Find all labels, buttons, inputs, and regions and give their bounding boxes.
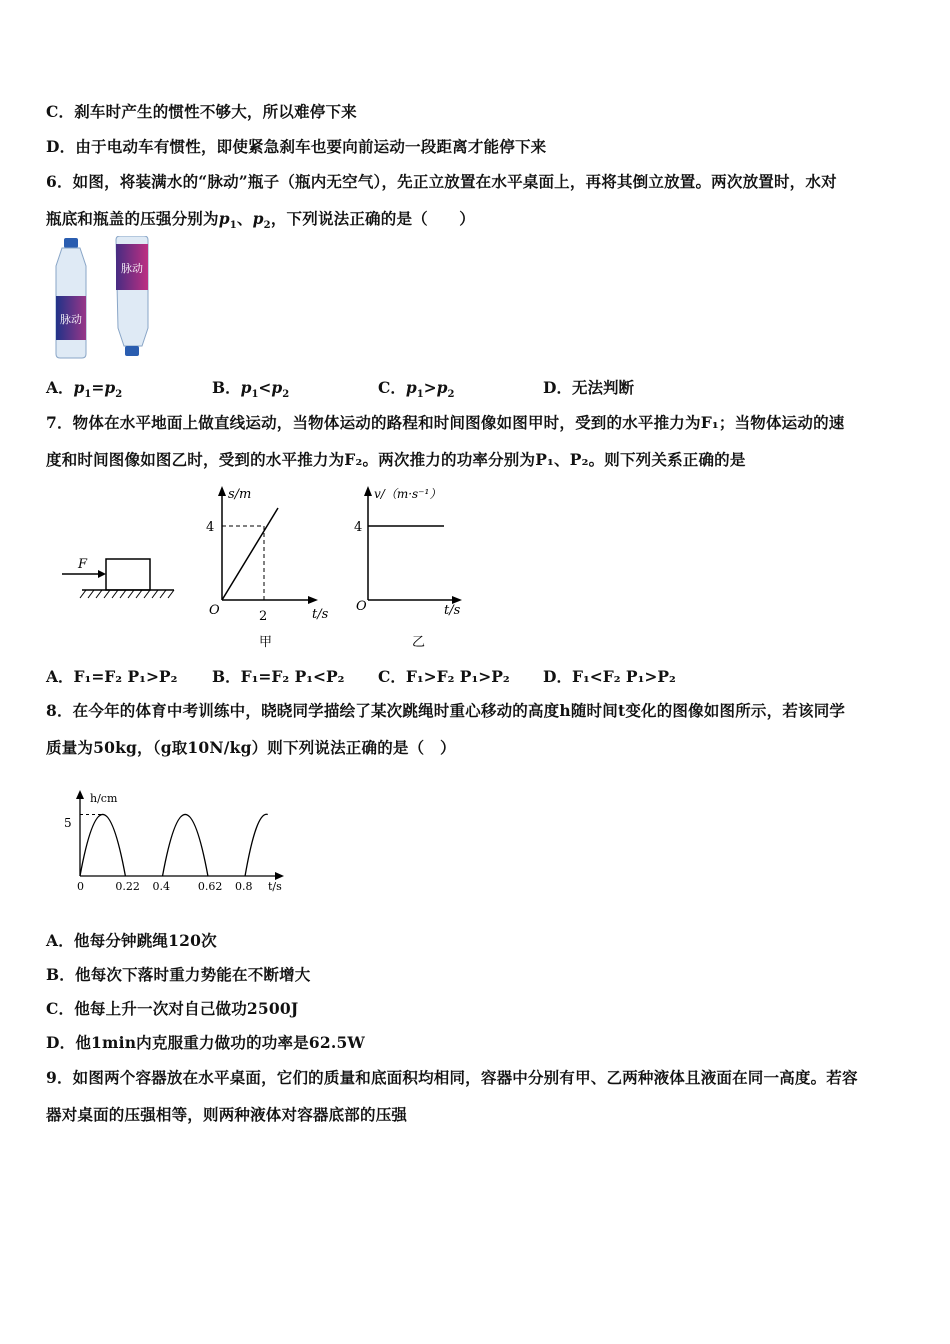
svg-text:4: 4 [206,520,215,535]
q7-option-b: B．F₁=F₂ P₁<P₂ [212,667,345,686]
q5-option-d: D．由于电动车有惯性，即使紧急刹车也要向前运动一段距离才能停下来 [46,137,547,156]
q8-option-d: D．他1min内克服重力做功的功率是62.5W [46,1033,366,1052]
x-tick-label: 0.4 [152,880,171,893]
graph-jia [206,486,329,650]
svg-text:v/（m·s⁻¹）: v/（m·s⁻¹） [374,487,442,501]
x-axis-label: t/s [268,880,282,893]
q6-stem-line1: 6．如图，将装满水的“脉动”瓶子（瓶内无空气），先正立放置在水平桌面上，再将其倒立放置。两次放置时，水对 [46,172,837,191]
svg-text:s/m: s/m [228,487,252,502]
bottles-figure [48,236,158,361]
svg-text:甲: 甲 [259,635,273,650]
force-arrow-icon [98,570,106,578]
x-tick-label: 0.8 [235,880,253,893]
q8-height-time-chart [56,786,296,898]
jump-arc-3 [245,814,268,876]
svg-text:O: O [356,599,367,614]
svg-text:t/s: t/s [444,603,461,618]
upright-bottle-icon [56,238,86,358]
x-tick-label: 0 [77,880,84,893]
y-axis-arrow-icon [76,790,84,799]
q5-option-c: C．刹车时产生的惯性不够大，所以难停下来 [46,102,357,121]
q8-option-b: B．他每次下落时重力势能在不断增大 [46,965,311,984]
svg-text:乙: 乙 [412,635,426,650]
y-axis-label: h/cm [90,792,118,805]
x-tick-label: 0.62 [197,880,223,893]
q9-stem-line1: 9．如图两个容器放在水平桌面，它们的质量和底面积均相同，容器中分别有甲、乙两种液体且液面在同一高度。若容 [46,1068,858,1087]
jump-arc-2 [163,814,208,876]
q7-option-c: C．F₁>F₂ P₁>P₂ [378,667,510,686]
q8-option-c: C．他每上升一次对自己做功2500J [46,999,299,1018]
q6-stem-line2: 瓶底和瓶盖的压强分别为$p_1$、$p_2$，下列说法正确的是（ ） [46,209,475,232]
svg-text:脉动: 脉动 [60,313,82,326]
q7-stem-line2: 度和时间图像如图乙时，受到的水平推力为F₂。两次推力的功率分别为P₁、P₂。则下列关系正确的是 [46,450,746,469]
q6-option-c: C．$p_1>p_2$ [378,378,455,401]
q6-option-d: D．无法判断 [543,378,634,397]
jump-arc-1 [80,814,125,876]
q8-stem-line2: 质量为50kg，（g取10N/kg）则下列说法正确的是（ ） [46,738,456,757]
y-tick-label: 5 [64,816,72,830]
q7-option-a: A．F₁=F₂ P₁>P₂ [46,667,178,686]
svg-text:脉动: 脉动 [121,262,143,275]
svg-text:t/s: t/s [312,607,329,622]
q6-option-b: B．$p_1<p_2$ [212,378,290,401]
q8-option-a: A．他每分钟跳绳120次 [46,931,217,950]
q9-stem-line2: 器对桌面的压强相等，则两种液体对容器底部的压强 [46,1105,408,1124]
q7-stem-line1: 7．物体在水平地面上做直线运动，当物体运动的路程和时间图像如图甲时，受到的水平推力为F₁；当物体运动的速 [46,413,845,432]
x-tick-label: 0.22 [115,880,140,893]
svg-text:O: O [209,603,220,618]
jia-line [222,508,278,600]
svg-text:4: 4 [354,520,363,535]
pushed-block-diagram [62,557,174,598]
q7-figure [56,478,476,653]
q7-option-d: D．F₁<F₂ P₁>P₂ [543,667,676,686]
svg-text:2: 2 [259,609,268,624]
inverted-bottle-icon [116,236,148,356]
svg-text:F: F [78,557,88,572]
x-axis-arrow-icon [275,872,284,880]
q8-stem-line1: 8．在今年的体育中考训练中，晓晓同学描绘了某次跳绳时重心移动的高度h随时间t变化的图像如图所示，若该同学 [46,701,846,720]
graph-yi [354,486,462,650]
q6-option-a: A．$p_1=p_2$ [46,378,123,401]
